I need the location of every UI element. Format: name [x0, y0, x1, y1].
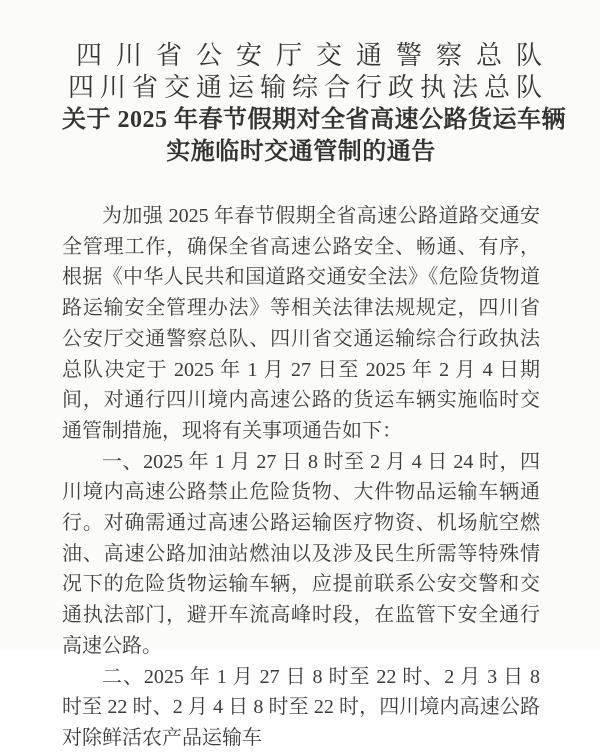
notice-subject-line2: 实施临时交通管制的通告: [166, 139, 436, 165]
body-paragraph-item-1: 一、2025 年 1 月 27 日 8 时至 2 月 4 日 24 时，四川境内高速公路禁止危险货物、大件物品运输车辆通行。对确需通过高速公路运输医疗物资、机场航空燃油、高速公路加油站燃油以及涉及民生所需等特殊情况下的危险货物运输车辆，应提前联系公安交警和交通执法部门，避开车流高峰时段，在监管下安全通行高速公路。: [62, 450, 540, 657]
body-paragraph-intro: 为加强 2025 年春节假期全省高速公路道路交通安全管理工作，确保全省高速公路安全、畅通、有序，根据《中华人民共和国道路交通安全法》《危险货物道路运输安全管理办法》等相关法律法规规定，四川省公安厅交通警察总队、四川省交通运输综合行政执法总队决定于 2025 年 1 月 27 日至 2025 年 2 月 4 日期间，对通行四川境内高速公路的货运车辆实施临时交通管制措施，现将有关事项通告如下：: [62, 205, 540, 442]
notice-subject-line1: 关于 2025 年春节假期对全省高速公路货运车辆: [62, 107, 566, 133]
agency-name-transport: 四川省交通运输综合行政执法总队: [68, 73, 549, 102]
agency-name-police: 四川省公安厅交通警察总队: [76, 41, 557, 70]
body-paragraph-item-2: 二、2025 年 1 月 27 日 8 时至 22 时、2 月 3 日 8 时至 22 时、2 月 4 日 8 时至 22 时，四川境内高速公路对除鲜活农产品运输车: [62, 665, 540, 749]
document-title-block: [62, 40, 566, 168]
notice-body: [62, 201, 540, 754]
